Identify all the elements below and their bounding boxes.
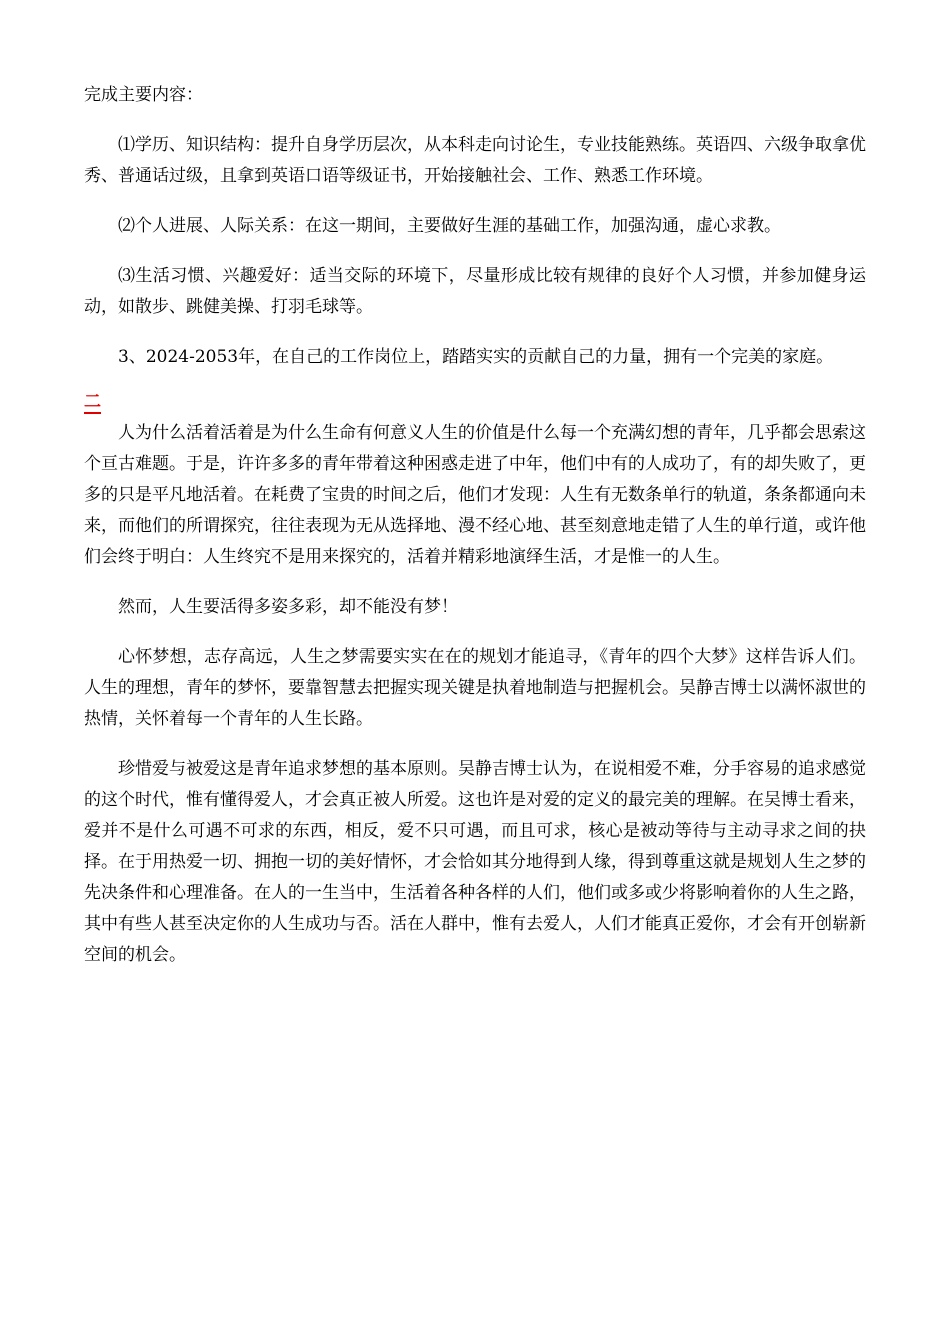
document-body	[84, 80, 866, 971]
list-item-career-period: 3、2024-2053年，在自己的工作岗位上，踏踏实实的贡献自己的力量，拥有一个完美的家庭。	[118, 347, 834, 367]
paragraph-dream-planning: 心怀梦想，志存高远，人生之梦需要实实在在的规划才能追寻，《青年的四个大梦》这样告诉人们。人生的理想，青年的梦怀，要靠智慧去把握实现关键是执着地制造与把握机会。吴静吉博士以满怀淑世的热情，关怀着每一个青年的人生长路。	[84, 647, 866, 729]
section-heading-marker: 二	[84, 392, 101, 412]
section-mark-wrapper	[84, 392, 866, 418]
paragraph-love-principle: 珍惜爱与被爱这是青年追求梦想的基本原则。吴静吉博士认为，在说相爱不难，分手容易的追求感觉的这个时代，惟有懂得爱人，才会真正被人所爱。这也许是对爱的定义的最完美的理解。在吴博士看来，爱并不是什么可遇不可求的东西，相反，爱不只可遇，而且可求，核心是被动等待与主动寻求之间的抉择。在于用热爱一切、拥抱一切的美好情怀，才会恰如其分地得到人缘，得到尊重这就是规划人生之梦的先决条件和心理准备。在人的一生当中，生活着各种各样的人们，他们或多或少将影响着你的人生之路，其中有些人甚至决定你的人生成功与否。活在人群中，惟有去爱人，人们才能真正爱你，才会有开创崭新空间的机会。	[84, 759, 866, 965]
intro-line: 完成主要内容：	[84, 85, 203, 105]
paragraph-meaning-of-life: 人为什么活着活着是为什么生命有何意义人生的价值是什么每一个充满幻想的青年，几乎都会思索这个亘古难题。于是，许许多多的青年带着这种困惑走进了中年，他们中有的人成功了，有的却失败了，更多的只是平凡地活着。在耗费了宝贵的时间之后，他们才发现：人生有无数条单行的轨道，条条都通向未来，而他们的所谓探究，往往表现为无从选择地、漫不经心地、甚至刻意地走错了人生的单行道，或许他们会终于明白：人生终究不是用来探究的，活着并精彩地演绎生活，才是惟一的人生。	[84, 423, 866, 567]
list-item-personal-development: ⑵个人进展、人际关系：在这一期间，主要做好生涯的基础工作，加强沟通，虚心求教。	[118, 216, 781, 236]
paragraph-must-have-dream: 然而，人生要活得多姿多彩，却不能没有梦！	[118, 597, 458, 617]
list-item-life-habits: ⑶生活习惯、兴趣爱好：适当交际的环境下，尽量形成比较有规律的良好个人习惯，并参加健身运动，如散步、跳健美操、打羽毛球等。	[84, 266, 866, 317]
list-item-education: ⑴学历、知识结构：提升自身学历层次，从本科走向讨论生，专业技能熟练。英语四、六级争取拿优秀、普通话过级，且拿到英语口语等级证书，开始接触社会、工作、熟悉工作环境。	[84, 135, 866, 186]
